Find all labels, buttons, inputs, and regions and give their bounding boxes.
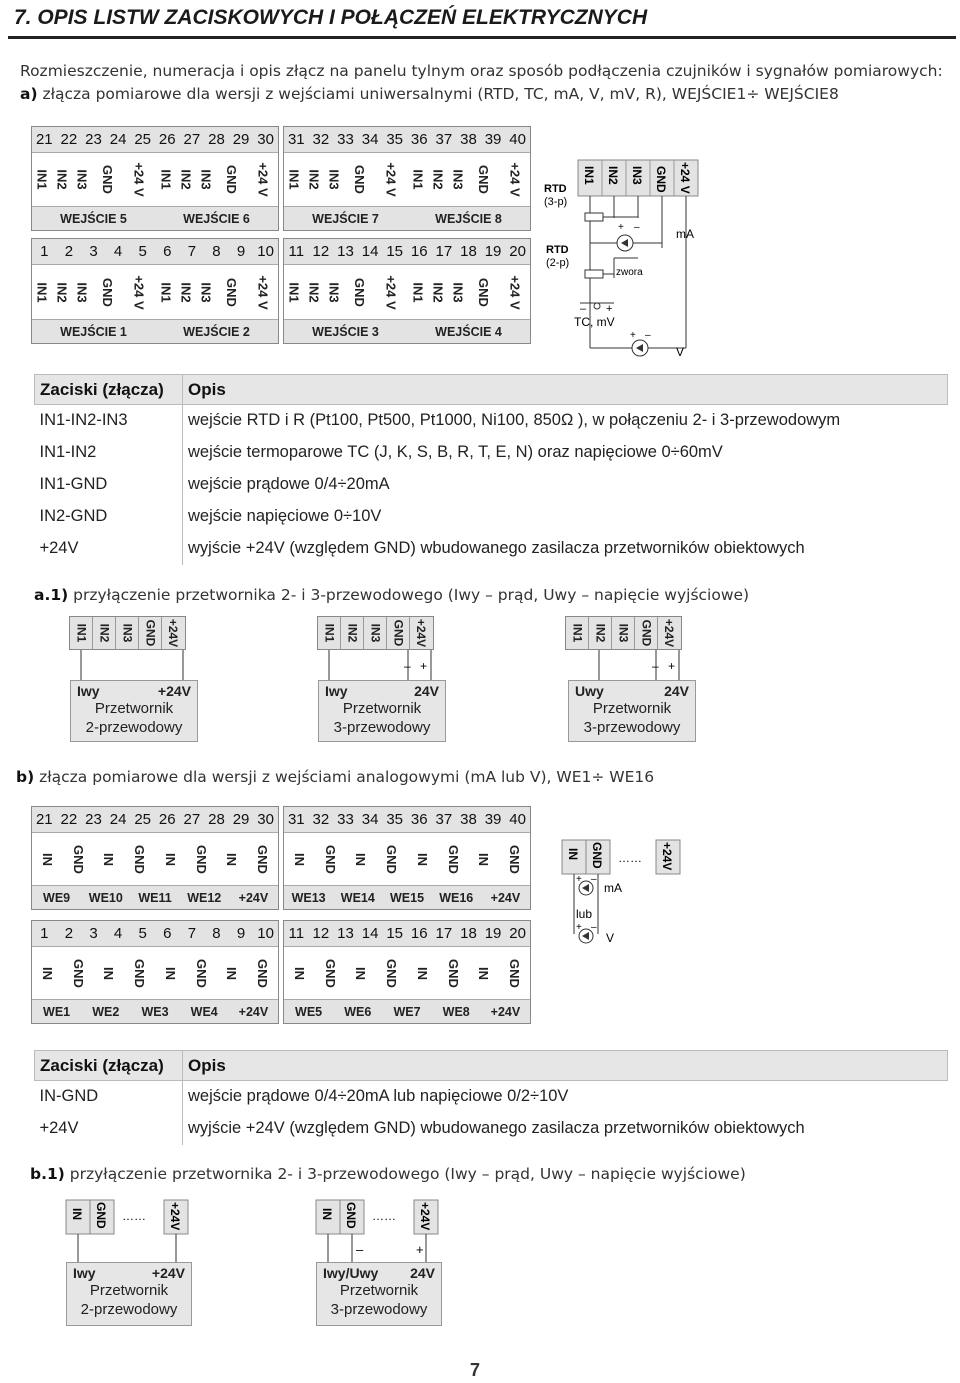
terminal-number-a-top-r-2: 33 — [337, 131, 354, 148]
terminal-label-a-bot-l-0: IN1 — [34, 281, 50, 303]
strip-a2-label-0: IN1 — [318, 617, 341, 649]
diag-b-ma-plus: + — [576, 874, 582, 885]
terminal-label-b-bot-r-2: IN — [353, 966, 369, 980]
terminal-label-a-bot-l-2: IN3 — [75, 281, 91, 303]
terminal-number-b-bot-l-6: 7 — [187, 925, 197, 942]
analog-input-wiring-diagram — [556, 834, 696, 954]
terminal-label-a-top-r-9: +24 V — [507, 162, 523, 197]
terminal-block-1-10 — [31, 238, 279, 344]
terminal-number-b-top-l-7: 28 — [208, 811, 225, 828]
terminal-label-a-top-r-0: IN1 — [286, 169, 302, 190]
terminal-number-b-top-l-1: 22 — [60, 811, 78, 828]
terminal-number-b-bot-r-3: 14 — [361, 925, 379, 942]
terminal-number-b-bot-l-2: 3 — [89, 925, 98, 942]
converter-2wire-b: Iwy +24V Przetwornik 2-przewodowy — [66, 1262, 192, 1326]
table-a-description: wejście termoparowe TC (J, K, S, B, R, T, E, N) oraz napięciowe 0÷60mV — [188, 443, 723, 461]
terminal-number-a-bot-l-4: 5 — [138, 243, 147, 260]
connector-strip-b1-1 — [64, 1198, 194, 1270]
strip-a2-label-3: GND — [387, 617, 410, 649]
ma-minus: – — [634, 222, 640, 233]
terminal-label-a-bot-l-6: IN2 — [178, 281, 194, 303]
terminal-number-a-top-r-9: 40 — [509, 131, 526, 148]
terminal-number-a-top-l-5: 26 — [158, 131, 176, 148]
terminal-label-a-top-l-7: IN3 — [199, 169, 215, 190]
terminal-number-a-bot-l-3: 4 — [113, 243, 123, 260]
terminal-label-b-top-l-0: IN — [39, 852, 55, 866]
terminal-number-b-top-r-4: 35 — [386, 811, 404, 828]
table-a-terminal: IN2-GND — [35, 501, 183, 533]
input-group-b-top-l-4: +24V — [238, 891, 269, 905]
terminal-label-b-top-r-6: IN — [476, 852, 492, 866]
diag-b-ma-minus: – — [591, 874, 597, 885]
table-a-row — [35, 437, 948, 469]
input-group-a-bot-r-0: WEJŚCIE 3 — [312, 325, 379, 339]
b1-1-24v: +24V — [168, 1202, 182, 1231]
strip-a3-label-2: IN3 — [612, 617, 635, 649]
universal-terminal-table — [34, 374, 948, 565]
tc-plus: + — [606, 303, 613, 315]
connector-strip-a1-2 — [317, 616, 434, 650]
diag-a-gnd: GND — [654, 166, 668, 193]
rtd3-label: RTD — [544, 183, 567, 195]
input-group-a-top-r-1: WEJŚCIE 8 — [435, 212, 502, 226]
terminal-label-a-bot-r-5: IN1 — [410, 281, 426, 303]
table-a-col1: Zaciski (złącza) — [35, 375, 183, 405]
terminal-label-b-bot-l-0: IN — [39, 966, 55, 980]
b1-1-in: IN — [70, 1208, 84, 1220]
terminal-label-a-top-l-1: IN2 — [54, 169, 70, 190]
terminal-label-b-top-r-3: GND — [384, 844, 400, 874]
zwora-label: zwora — [616, 267, 643, 278]
converter-3wire-b: Iwy/Uwy 24V Przetwornik 3-przewodowy — [316, 1262, 442, 1326]
terminal-label-a-top-r-1: IN2 — [306, 169, 322, 190]
terminal-block-11-20 — [283, 238, 531, 344]
terminal-number-a-top-l-9: 30 — [257, 131, 274, 148]
terminal-number-a-bot-r-8: 19 — [484, 243, 502, 260]
diag-b-dots: …… — [618, 851, 642, 865]
table-b-row — [35, 1113, 948, 1145]
input-group-b-bot-l-0: WE1 — [43, 1005, 71, 1019]
b1-2-gnd: GND — [344, 1202, 358, 1229]
terminal-label-a-top-l-2: IN3 — [75, 169, 91, 190]
input-group-b-bot-r-2: WE7 — [393, 1005, 421, 1019]
terminal-number-b-bot-r-8: 19 — [484, 925, 502, 942]
terminal-label-b-top-l-3: GND — [132, 844, 148, 874]
b1-1-gnd: GND — [94, 1202, 108, 1229]
terminal-label-b-bot-l-7: GND — [255, 958, 271, 988]
terminal-label-b-bot-l-2: IN — [101, 966, 117, 980]
input-group-b-bot-l-1: WE2 — [92, 1005, 120, 1019]
terminal-label-a-top-l-9: +24 V — [255, 162, 271, 197]
input-group-a-top-l-1: WEJŚCIE 6 — [183, 212, 250, 226]
terminal-label-b-bot-r-6: IN — [476, 966, 492, 980]
ma-plus: + — [618, 222, 624, 233]
table-b-description: wejście prądowe 0/4÷20mA lub napięciowe 0/2÷10V — [188, 1087, 569, 1106]
terminal-label-b-top-l-5: GND — [193, 844, 209, 874]
terminal-label-a-bot-r-1: IN2 — [306, 281, 322, 303]
terminal-number-a-bot-r-1: 12 — [312, 243, 330, 260]
converter-3wire-current-a: Iwy 24V Przetwornik 3-przewodowy — [318, 680, 446, 742]
terminal-number-b-bot-r-4: 15 — [386, 925, 404, 942]
terminal-number-a-bot-r-7: 18 — [460, 243, 477, 260]
terminal-number-a-top-r-3: 34 — [361, 131, 379, 148]
strip-a1-label-1: IN2 — [93, 617, 116, 649]
table-a-col2: Opis — [183, 375, 948, 405]
terminal-number-a-bot-l-2: 3 — [89, 243, 98, 260]
table-a-terminal: +24V — [35, 533, 183, 565]
terminal-number-b-top-l-3: 24 — [109, 811, 127, 828]
terminal-label-a-bot-l-1: IN2 — [54, 281, 70, 303]
section-b1-heading: b.1) przyłączenie przetwornika 2- i 3-przewodowego (Iwy – prąd, Uwy – napięcie wyjściowe) — [30, 1165, 746, 1183]
terminal-number-b-top-r-1: 32 — [312, 811, 330, 828]
strip-a2-label-4: +24V — [414, 618, 429, 648]
terminal-number-a-top-l-4: 25 — [134, 131, 152, 148]
terminal-label-a-top-l-6: IN2 — [178, 169, 194, 190]
input-group-a-bot-l-0: WEJŚCIE 1 — [60, 325, 127, 339]
diag-b-v: V — [606, 931, 615, 945]
wire-a1-2 — [308, 650, 458, 682]
terminal-label-b-top-l-7: GND — [255, 844, 271, 874]
diag-a-in1: IN1 — [582, 166, 596, 185]
terminal-number-a-top-l-8: 29 — [232, 131, 250, 148]
terminal-label-a-bot-l-4: +24 V — [131, 274, 147, 310]
table-a-description: wejście napięciowe 0÷10V — [188, 507, 382, 525]
terminal-number-a-top-l-2: 23 — [85, 131, 102, 148]
rtd2-sub: (2-p) — [546, 257, 570, 269]
terminal-number-a-top-r-8: 39 — [484, 131, 502, 148]
terminal-number-b-bot-r-6: 17 — [435, 925, 453, 942]
table-b-col1: Zaciski (złącza) — [35, 1051, 183, 1081]
intro-line-2: a) złącza pomiarowe dla wersji z wejściami uniwersalnymi (RTD, TC, mA, V, mV, R), WEJŚCIE1÷ WEJŚCIE8 — [20, 85, 839, 103]
strip-a2-label-1: IN2 — [341, 617, 364, 649]
terminal-label-b-top-l-1: GND — [70, 844, 86, 874]
table-b-row — [35, 1081, 948, 1113]
terminal-label-b-top-l-2: IN — [101, 852, 117, 866]
terminal-number-a-bot-l-7: 8 — [212, 243, 221, 260]
diag-b-v-minus: – — [591, 922, 597, 933]
rtd2-label: RTD — [546, 244, 569, 256]
terminal-label-b-bot-r-0: IN — [291, 966, 307, 980]
terminal-label-a-bot-r-7: IN3 — [451, 281, 467, 303]
terminal-number-a-bot-l-8: 9 — [236, 243, 246, 260]
terminal-label-a-top-r-2: IN3 — [327, 169, 343, 190]
strip-a3-label-0: IN1 — [566, 617, 589, 649]
b1-2-24v: +24V — [418, 1202, 432, 1231]
connector-strip-b1-2 — [314, 1198, 444, 1270]
input-group-b-bot-r-4: +24V — [490, 1005, 521, 1019]
strip-a1-label-3: GND — [139, 617, 162, 649]
terminal-number-a-top-l-3: 24 — [109, 131, 127, 148]
terminal-number-b-top-r-6: 37 — [435, 811, 453, 828]
terminal-label-b-top-r-1: GND — [322, 844, 338, 874]
terminal-label-b-top-r-0: IN — [291, 852, 307, 866]
input-group-b-top-l-2: WE11 — [138, 891, 172, 905]
table-a-description: wejście RTD i R (Pt100, Pt500, Pt1000, Ni100, 850Ω ), w połączeniu 2- i 3-przewodowym — [188, 411, 841, 430]
terminal-number-a-bot-r-3: 14 — [361, 243, 379, 260]
connector-strip-a1-1 — [69, 616, 186, 650]
terminal-label-b-bot-r-3: GND — [384, 958, 400, 988]
terminal-number-a-bot-r-9: 20 — [509, 243, 526, 260]
terminal-label-a-top-r-4: +24 V — [383, 162, 399, 197]
terminal-label-b-bot-r-7: GND — [507, 958, 523, 988]
table-a-row — [35, 405, 948, 437]
terminal-label-b-top-l-4: IN — [162, 852, 178, 866]
terminal-label-b-top-r-4: IN — [414, 852, 430, 866]
terminal-label-a-bot-r-2: IN3 — [327, 281, 343, 303]
terminal-number-a-top-r-6: 37 — [435, 131, 453, 148]
terminal-number-b-top-l-4: 25 — [134, 811, 152, 828]
terminal-number-b-top-r-7: 38 — [460, 811, 477, 828]
strip-a3-label-4: +24V — [662, 618, 677, 648]
input-group-b-top-r-1: WE14 — [340, 891, 375, 905]
strip-a1-label-0: IN1 — [70, 617, 93, 649]
terminal-label-a-top-r-5: IN1 — [410, 169, 426, 190]
terminal-number-b-top-r-5: 36 — [410, 811, 428, 828]
analog-terminal-block-31-40 — [283, 806, 531, 910]
terminal-number-a-top-r-1: 32 — [312, 131, 330, 148]
terminal-number-b-bot-l-3: 4 — [113, 925, 123, 942]
terminal-label-b-top-r-7: GND — [507, 844, 523, 874]
table-b-terminal: +24V — [35, 1113, 183, 1145]
terminal-number-a-bot-l-0: 1 — [40, 243, 49, 260]
terminal-label-a-top-l-4: +24 V — [131, 162, 147, 197]
table-a-row — [35, 469, 948, 501]
terminal-label-a-top-l-3: GND — [99, 165, 115, 194]
tc-minus: – — [580, 303, 587, 315]
terminal-number-b-top-r-3: 34 — [361, 811, 379, 828]
diag-b-24v: +24V — [660, 842, 674, 871]
input-group-b-top-r-3: WE16 — [439, 891, 474, 905]
table-a-row — [35, 533, 948, 565]
ma-label: mA — [676, 227, 694, 241]
b1-2-plus: + — [416, 1242, 424, 1257]
terminal-number-a-bot-l-5: 6 — [163, 243, 172, 260]
wire-a1-2-minus: – — [404, 659, 411, 673]
terminal-number-a-top-l-6: 27 — [183, 131, 201, 148]
terminal-label-a-bot-l-8: GND — [223, 277, 239, 307]
terminal-label-a-top-r-3: GND — [351, 165, 367, 194]
terminal-number-a-top-r-0: 31 — [287, 131, 305, 148]
input-group-b-bot-r-3: WE8 — [442, 1005, 470, 1019]
table-b-terminal: IN-GND — [35, 1081, 183, 1113]
terminal-number-a-bot-r-4: 15 — [386, 243, 404, 260]
strip-a3-label-1: IN2 — [589, 617, 612, 649]
analog-terminal-block-1-10 — [31, 920, 279, 1024]
b1-2-in: IN — [320, 1208, 334, 1220]
terminal-label-a-top-r-7: IN3 — [451, 169, 467, 190]
diag-b-in: IN — [566, 848, 580, 860]
terminal-label-a-bot-l-3: GND — [99, 277, 115, 307]
table-a-terminal: IN1-IN2 — [35, 437, 183, 469]
terminal-number-b-bot-l-9: 10 — [257, 925, 274, 942]
terminal-label-b-bot-l-4: IN — [162, 966, 178, 980]
terminal-block-21-30 — [31, 126, 279, 231]
terminal-number-a-bot-l-6: 7 — [187, 243, 197, 260]
terminal-number-b-top-l-0: 21 — [35, 811, 53, 828]
terminal-label-a-top-l-8: GND — [223, 165, 239, 194]
terminal-number-b-bot-r-9: 20 — [509, 925, 526, 942]
terminal-number-b-top-l-8: 29 — [232, 811, 250, 828]
analog-terminal-table — [34, 1050, 948, 1145]
wire-a1-2-plus: + — [420, 659, 428, 673]
input-group-b-bot-l-3: WE4 — [190, 1005, 218, 1019]
strip-a1-label-4: +24V — [166, 618, 181, 648]
terminal-number-b-top-l-5: 26 — [158, 811, 176, 828]
v-label: V — [676, 345, 685, 359]
input-group-a-bot-l-1: WEJŚCIE 2 — [183, 325, 250, 339]
terminal-number-b-bot-l-1: 2 — [64, 925, 74, 942]
terminal-number-b-bot-r-7: 18 — [460, 925, 477, 942]
b1-1-dots: …… — [122, 1209, 146, 1223]
terminal-number-a-top-r-7: 38 — [460, 131, 477, 148]
terminal-number-b-bot-l-5: 6 — [163, 925, 172, 942]
terminal-label-b-top-r-2: IN — [353, 852, 369, 866]
terminal-label-a-bot-l-7: IN3 — [199, 281, 215, 303]
terminal-label-a-bot-r-4: +24 V — [383, 274, 399, 310]
input-group-b-bot-l-2: WE3 — [141, 1005, 169, 1019]
terminal-label-b-top-r-5: GND — [445, 844, 461, 874]
terminal-number-b-bot-r-5: 16 — [410, 925, 428, 942]
input-group-b-top-l-3: WE12 — [187, 891, 222, 905]
terminal-label-b-bot-r-1: GND — [322, 958, 338, 988]
terminal-number-a-top-r-5: 36 — [410, 131, 428, 148]
diag-a-in2: IN2 — [606, 166, 620, 185]
wire-a1-3-plus: + — [668, 659, 676, 673]
input-group-a-top-r-0: WEJŚCIE 7 — [312, 212, 379, 226]
terminal-label-a-bot-l-5: IN1 — [158, 281, 174, 303]
terminal-number-a-bot-r-2: 13 — [337, 243, 354, 260]
section-a1-heading: a.1) przyłączenie przetwornika 2- i 3-przewodowego (Iwy – prąd, Uwy – napięcie wyjściowe) — [34, 586, 750, 604]
terminal-number-b-top-r-0: 31 — [287, 811, 305, 828]
terminal-number-b-top-l-9: 30 — [257, 811, 274, 828]
table-a-terminal: IN1-IN2-IN3 — [35, 405, 183, 437]
terminal-number-b-top-l-6: 27 — [183, 811, 201, 828]
wire-a1-3 — [556, 650, 706, 682]
terminal-number-b-bot-l-4: 5 — [138, 925, 147, 942]
diag-a-24v: +24 V — [678, 162, 692, 194]
connector-strip-a1-3 — [565, 616, 682, 650]
title-underline — [8, 36, 956, 39]
strip-a3-label-3: GND — [635, 617, 658, 649]
terminal-number-b-top-r-9: 40 — [509, 811, 526, 828]
terminal-label-b-bot-r-4: IN — [414, 966, 430, 980]
input-group-b-bot-l-4: +24V — [238, 1005, 269, 1019]
strip-a2-label-2: IN3 — [364, 617, 387, 649]
tc-label: TC, mV — [574, 315, 615, 329]
terminal-label-a-bot-r-9: +24 V — [507, 274, 523, 310]
table-a-terminal: IN1-GND — [35, 469, 183, 501]
rtd3-sub: (3-p) — [544, 196, 568, 208]
intro-text — [20, 60, 943, 106]
diag-a-in3: IN3 — [630, 166, 644, 185]
terminal-label-b-bot-l-6: IN — [224, 966, 240, 980]
page-number: 7 — [470, 1360, 481, 1380]
terminal-number-b-top-r-8: 39 — [484, 811, 502, 828]
terminal-label-a-bot-r-8: GND — [475, 277, 491, 307]
terminal-label-a-top-l-0: IN1 — [34, 169, 50, 190]
terminal-number-b-bot-l-0: 1 — [40, 925, 49, 942]
analog-terminal-block-11-20 — [283, 920, 531, 1024]
terminal-number-b-bot-l-8: 9 — [236, 925, 246, 942]
terminal-number-a-top-l-1: 22 — [60, 131, 78, 148]
terminal-number-a-bot-l-9: 10 — [257, 243, 274, 260]
diag-b-gnd: GND — [590, 842, 604, 869]
terminal-number-a-bot-l-1: 2 — [64, 243, 74, 260]
b1-2-dots: …… — [372, 1209, 396, 1223]
terminal-number-b-bot-r-2: 13 — [337, 925, 354, 942]
input-group-b-bot-r-0: WE5 — [295, 1005, 323, 1019]
terminal-number-a-bot-r-0: 11 — [288, 243, 305, 260]
analog-terminal-block-21-30 — [31, 806, 279, 910]
terminal-label-a-top-r-6: IN2 — [430, 169, 446, 190]
terminal-label-a-bot-r-3: GND — [351, 277, 367, 307]
wire-a1-1 — [60, 650, 210, 682]
diag-b-ma: mA — [604, 881, 622, 895]
terminal-label-a-top-l-5: IN1 — [158, 169, 174, 190]
input-group-b-top-l-1: WE10 — [88, 891, 123, 905]
terminal-number-a-top-l-0: 21 — [35, 131, 53, 148]
converter-2wire-a: Iwy +24V Przetwornik 2-przewodowy — [70, 680, 198, 742]
v-minus: – — [645, 330, 651, 341]
converter-3wire-voltage-a: Uwy 24V Przetwornik 3-przewodowy — [568, 680, 696, 742]
diag-b-lub: lub — [576, 907, 593, 921]
terminal-block-31-40 — [283, 126, 531, 231]
intro-line-1: Rozmieszczenie, numeracja i opis złącz na panelu tylnym oraz sposób podłączenia czujników i sygnałów pomiarowych: — [20, 62, 943, 80]
terminal-label-b-bot-l-1: GND — [70, 958, 86, 988]
terminal-number-b-bot-r-1: 12 — [312, 925, 330, 942]
table-a-row — [35, 501, 948, 533]
page-title: 7. OPIS LISTW ZACISKOWYCH I POŁĄCZEŃ ELEKTRYCZNYCH — [14, 6, 648, 29]
terminal-number-a-bot-r-6: 17 — [435, 243, 453, 260]
terminal-number-b-bot-l-7: 8 — [212, 925, 221, 942]
table-b-col2: Opis — [183, 1051, 948, 1081]
section-b-heading: b) złącza pomiarowe dla wersji z wejściami analogowymi (mA lub V), WE1÷ WE16 — [16, 768, 655, 786]
table-a-description: wyjście +24V (względem GND) wbudowanego zasilacza przetworników obiektowych — [188, 539, 805, 557]
input-group-a-top-l-0: WEJŚCIE 5 — [60, 212, 127, 226]
table-b-description: wyjście +24V (względem GND) wbudowanego zasilacza przetworników obiektowych — [188, 1119, 805, 1137]
input-group-b-top-r-2: WE15 — [389, 891, 425, 905]
diag-b-v-plus: + — [576, 922, 582, 933]
terminal-label-b-bot-l-3: GND — [132, 958, 148, 988]
universal-input-wiring-diagram — [540, 158, 720, 370]
wire-a1-3-minus: – — [652, 659, 659, 673]
terminal-number-a-top-r-4: 35 — [386, 131, 404, 148]
terminal-label-a-bot-r-6: IN2 — [430, 281, 446, 303]
terminal-label-b-top-l-6: IN — [224, 852, 240, 866]
input-group-b-top-r-4: +24V — [490, 891, 521, 905]
terminal-label-a-top-r-8: GND — [475, 165, 491, 194]
input-group-a-bot-r-1: WEJŚCIE 4 — [435, 325, 502, 339]
terminal-label-a-bot-r-0: IN1 — [286, 281, 302, 303]
terminal-number-b-top-l-2: 23 — [85, 811, 102, 828]
input-group-b-top-l-0: WE9 — [43, 891, 71, 905]
input-group-b-bot-r-1: WE6 — [344, 1005, 372, 1019]
b1-2-minus: – — [356, 1242, 364, 1257]
v-plus: + — [630, 330, 636, 341]
terminal-label-a-bot-l-9: +24 V — [255, 274, 271, 310]
terminal-number-b-top-r-2: 33 — [337, 811, 354, 828]
input-group-b-top-r-0: WE13 — [291, 891, 326, 905]
terminal-number-a-top-l-7: 28 — [208, 131, 225, 148]
terminal-label-b-bot-r-5: GND — [445, 958, 461, 988]
terminal-number-a-bot-r-5: 16 — [410, 243, 428, 260]
terminal-label-b-bot-l-5: GND — [193, 958, 209, 988]
strip-a1-label-2: IN3 — [116, 617, 139, 649]
table-a-description: wejście prądowe 0/4÷20mA — [188, 475, 390, 493]
terminal-number-b-bot-r-0: 11 — [288, 925, 305, 942]
